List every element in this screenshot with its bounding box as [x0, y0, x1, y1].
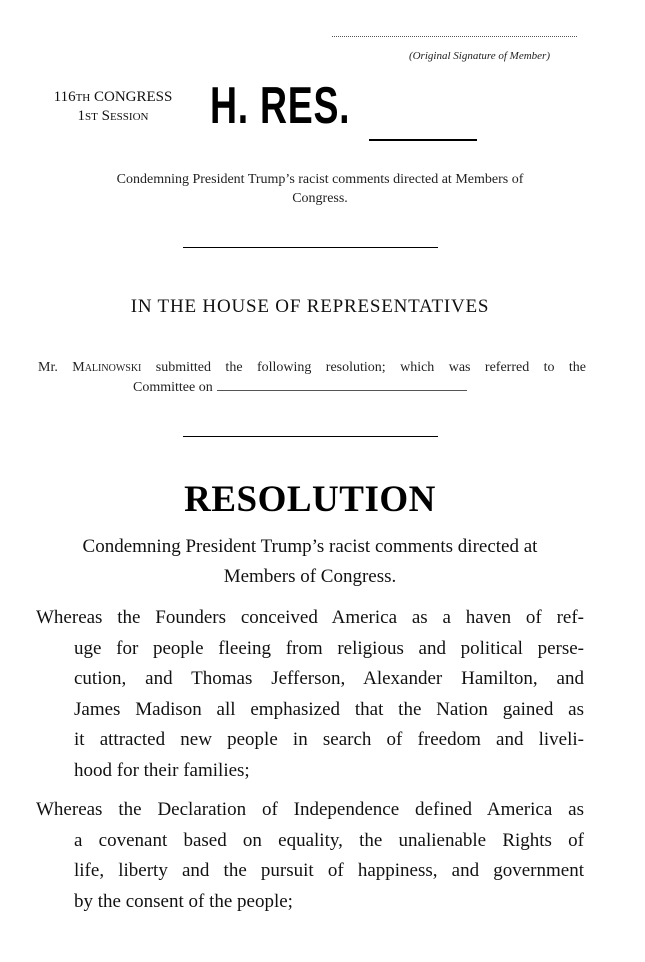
- congress-number: 116th CONGRESS: [53, 89, 173, 105]
- session-number: 1st Session: [77, 108, 149, 124]
- divider-rule: [183, 436, 438, 437]
- clause-line: cution, and Thomas Jefferson, Alexander Hamilton, and: [74, 668, 584, 689]
- submission-line: [38, 358, 586, 378]
- short-title-line: Congress.: [292, 191, 348, 206]
- clause-line: Whereas the Founders conceived America as a haven of ref-: [36, 607, 584, 628]
- clause-line: life, liberty and the pursuit of happiness, and government: [74, 860, 584, 881]
- committee-blank: [217, 378, 467, 391]
- clause-line: hood for their families;: [74, 759, 250, 781]
- member-prefix: Mr.: [38, 360, 58, 375]
- signature-line: [332, 28, 577, 37]
- resolution-title-line: Condemning President Trump’s racist comments directed at: [82, 536, 538, 557]
- resolution-heading: RESOLUTION: [184, 479, 436, 520]
- clause-line: by the consent of the people;: [74, 890, 293, 912]
- clause-line: Whereas the Declaration of Independence defined America as: [36, 799, 584, 820]
- resolution-title: [30, 532, 590, 592]
- short-title: [50, 170, 590, 208]
- resolution-title-line: Members of Congress.: [223, 566, 397, 587]
- member-name: Malinowski: [72, 360, 142, 375]
- divider-rule: [183, 247, 438, 248]
- congress-session-block: [36, 88, 190, 126]
- submission-text: submitted the following resolution; which was referred to the: [155, 360, 587, 375]
- committee-line: [38, 378, 586, 398]
- clause-line: James Madison all emphasized that the Nation gained as: [74, 698, 584, 720]
- clause-line: it attracted new people in search of freedom and liveli-: [74, 729, 584, 750]
- whereas-clause: [36, 603, 584, 786]
- clause-line: a covenant based on equality, the unalienable Rights of: [74, 829, 584, 851]
- committee-label: Committee on: [133, 380, 213, 395]
- signature-caption: (Original Signature of Member): [408, 50, 550, 62]
- short-title-line: Condemning President Trump’s racist comments directed at Members of: [116, 172, 524, 187]
- bill-number-blank: [369, 139, 477, 141]
- clause-line: uge for people fleeing from religious and political perse-: [74, 637, 584, 659]
- submission-statement: [38, 358, 586, 398]
- bill-type-title: H. RES.: [210, 77, 351, 135]
- whereas-clause: [36, 795, 584, 917]
- chamber-heading: IN THE HOUSE OF REPRESENTATIVES: [130, 296, 490, 317]
